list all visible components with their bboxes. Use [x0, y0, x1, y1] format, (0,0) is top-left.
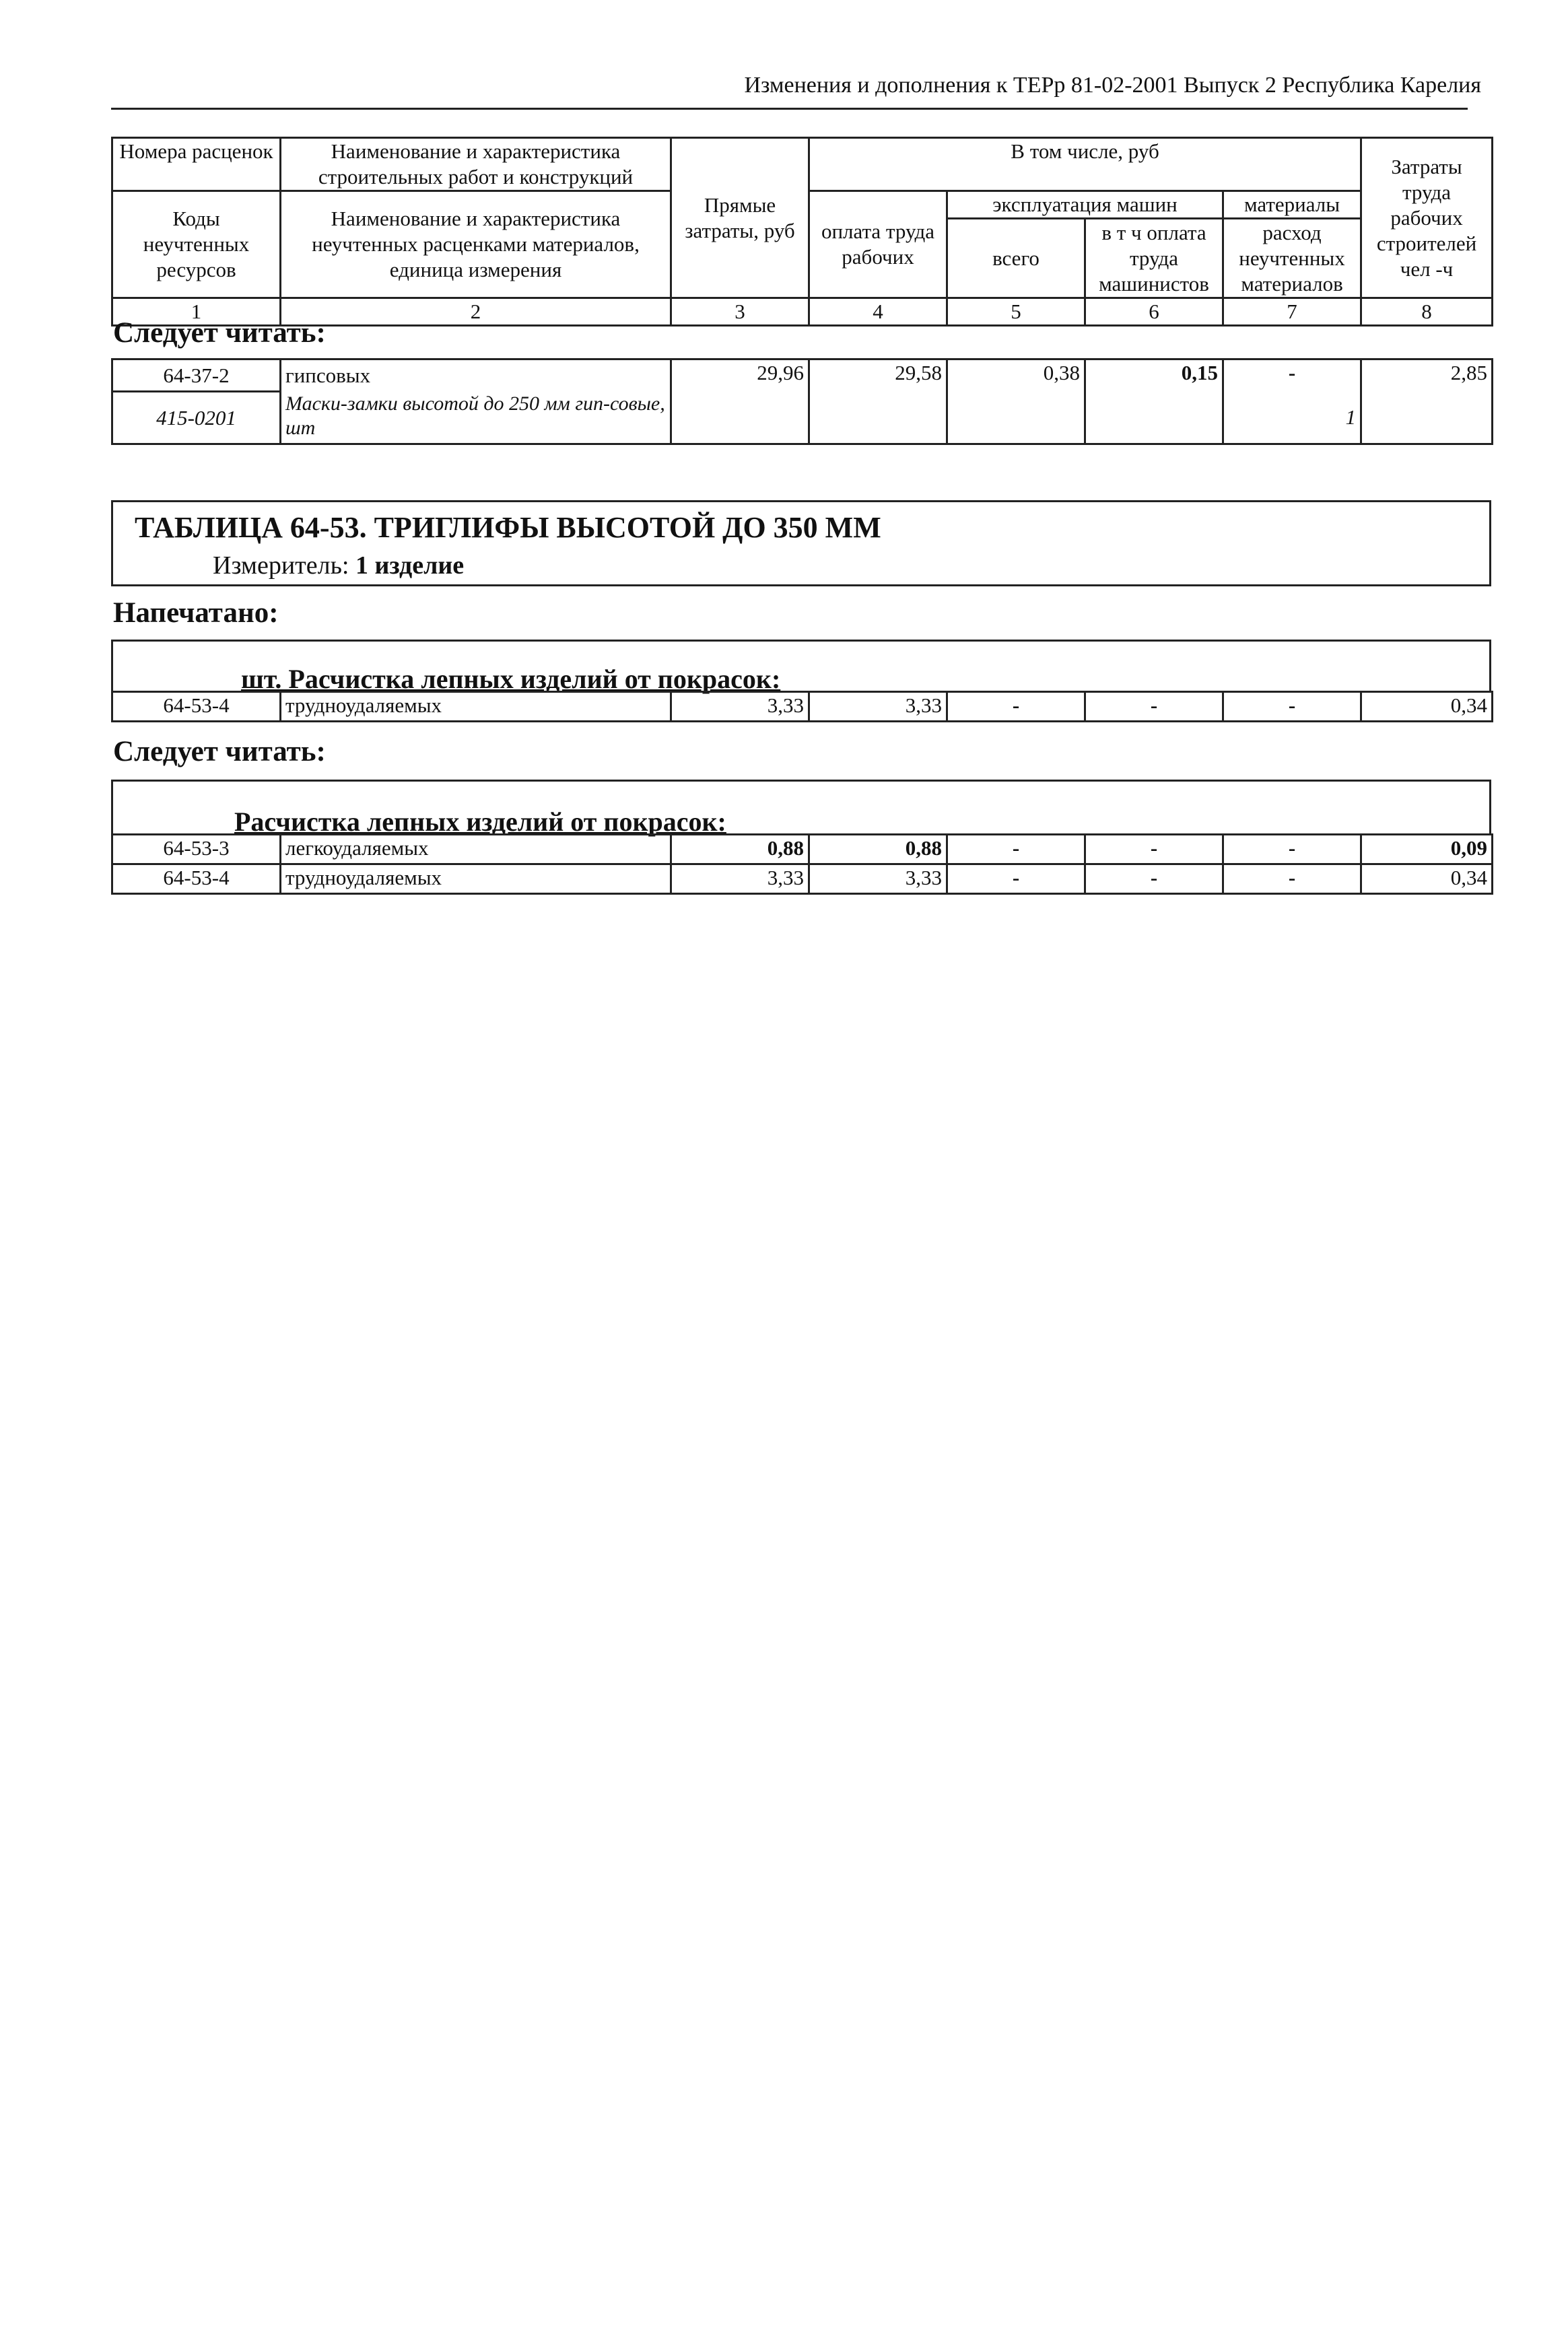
- meter-label: Измеритель:: [213, 551, 349, 580]
- section1-table: [111, 358, 1493, 445]
- section-heading-should-read-1: Следует читать:: [113, 317, 326, 349]
- resource-quantity: 1: [1223, 392, 1361, 444]
- col-number: 7: [1223, 298, 1361, 326]
- running-header: Изменения и дополнения к ТЕРр 81-02-2001 Выпуск 2 Республика Карелия: [744, 73, 1481, 98]
- column-header-table: [111, 137, 1493, 327]
- col2-bottom-header: Наименование и характеристика неучтенных расценками материалов, единица измерения: [281, 191, 671, 298]
- rate-code: 64-53-4: [112, 692, 281, 722]
- machines-cost: 0,38: [947, 359, 1085, 444]
- col-number: 5: [947, 298, 1085, 326]
- section-heading-printed: Напечатано:: [113, 597, 279, 629]
- labor-hours: 0,34: [1361, 692, 1493, 722]
- col6-header: в т ч оплата труда машинистов: [1085, 219, 1223, 298]
- machines-cost: -: [947, 864, 1085, 894]
- machines-cost: -: [947, 692, 1085, 722]
- col3-header: Прямые затраты, руб: [671, 138, 809, 298]
- col-number: 4: [809, 298, 947, 326]
- meter-value: 1 изделие: [355, 551, 465, 580]
- section2-subheading-box: [111, 640, 1491, 693]
- table-title: ТАБЛИЦА 64-53. ТРИГЛИФЫ ВЫСОТОЙ ДО 350 ММ: [135, 511, 881, 544]
- rate-name: трудноудаляемых: [281, 692, 671, 722]
- rate-name: гипсовых: [281, 359, 671, 392]
- materials-cost: -: [1223, 359, 1361, 392]
- section3-subheading: Расчистка лепных изделий от покрасок:: [234, 806, 726, 837]
- col2-top-header: Наименование и характеристика строительных работ и конструкций: [281, 138, 671, 191]
- materials-cost: -: [1223, 864, 1361, 894]
- labor-cost: 0,88: [809, 835, 947, 864]
- rate-code: 64-53-3: [112, 835, 281, 864]
- group-materials-header: материалы: [1223, 191, 1361, 219]
- direct-cost: 3,33: [671, 692, 809, 722]
- rate-code: 64-53-4: [112, 864, 281, 894]
- machinists-cost: -: [1085, 864, 1223, 894]
- machinists-cost: -: [1085, 692, 1223, 722]
- section3-subheading-box: [111, 780, 1491, 835]
- labor-hours: 0,09: [1361, 835, 1493, 864]
- header-rule: [111, 108, 1468, 110]
- labor-cost: 3,33: [809, 692, 947, 722]
- machinists-cost: 0,15: [1085, 359, 1223, 444]
- labor-cost: 29,58: [809, 359, 947, 444]
- rate-code: 64-37-2: [112, 359, 281, 392]
- labor-hours: 0,34: [1361, 864, 1493, 894]
- materials-cost: -: [1223, 692, 1361, 722]
- col-number: 2: [281, 298, 671, 326]
- rate-name: легкоудаляемых: [281, 835, 671, 864]
- direct-cost: 0,88: [671, 835, 809, 864]
- direct-cost: 29,96: [671, 359, 809, 444]
- resource-name: Маски-замки высотой до 250 мм гип-совые, шт: [281, 392, 671, 444]
- resource-code: 415-0201: [112, 392, 281, 444]
- col-number: 8: [1361, 298, 1493, 326]
- meter-line: [213, 551, 464, 580]
- section3-table: [111, 833, 1493, 895]
- col4-header: оплата труда рабочих: [809, 191, 947, 298]
- labor-cost: 3,33: [809, 864, 947, 894]
- col7-header: расход неучтенных материалов: [1223, 219, 1361, 298]
- section2-table: [111, 691, 1493, 722]
- col8-header: Затраты труда рабочих строителей чел -ч: [1361, 138, 1493, 298]
- machinists-cost: -: [1085, 835, 1223, 864]
- section-heading-should-read-2: Следует читать:: [113, 736, 326, 767]
- table-title-box: [111, 500, 1491, 586]
- col1-top-header: Номера расценок: [112, 138, 281, 191]
- col-number: 6: [1085, 298, 1223, 326]
- rate-name: трудноудаляемых: [281, 864, 671, 894]
- col-number: 3: [671, 298, 809, 326]
- group-machines-header: эксплуатация машин: [947, 191, 1223, 219]
- col1-bottom-header: Коды неучтенных ресурсов: [112, 191, 281, 298]
- col-number: 1: [112, 298, 281, 326]
- machines-cost: -: [947, 835, 1085, 864]
- group-including-header: В том числе, руб: [809, 138, 1361, 191]
- section2-subheading: шт. Расчистка лепных изделий от покрасок:: [241, 664, 781, 694]
- direct-cost: 3,33: [671, 864, 809, 894]
- labor-hours: 2,85: [1361, 359, 1493, 444]
- col5-header: всего: [947, 219, 1085, 298]
- materials-cost: -: [1223, 835, 1361, 864]
